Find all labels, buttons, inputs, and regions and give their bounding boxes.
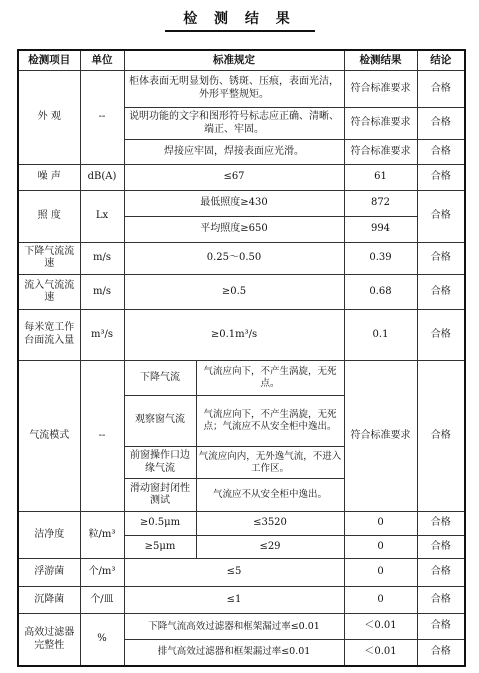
table-row: [18, 242, 465, 275]
appearance-std-3: 焊接应牢固，焊接表面应光滑。: [124, 140, 344, 165]
table-row: [18, 191, 465, 217]
appearance-std-2: 说明功能的文字和图形符号标志应正确、清晰、端正、牢固。: [124, 107, 344, 140]
noise-std: ≤67: [124, 164, 344, 191]
illuminance-result-min: 872: [344, 191, 417, 217]
airflow-result: 符合标准要求: [344, 360, 417, 511]
settling-item: 沉降菌: [18, 586, 80, 614]
airflow-std-2: 气流应向下，不产生涡旋，无死点；气流应不从安全柜中逸出。: [196, 395, 344, 446]
noise-item: 噪 声: [18, 164, 80, 191]
airflow-sub-3: 前窗操作口边缘气流: [124, 446, 196, 479]
inflow-result: 0.68: [344, 275, 417, 310]
illuminance-result-avg: 994: [344, 216, 417, 242]
cleanliness-size-1: ≥0.5μm: [124, 512, 196, 535]
floating-result: 0: [344, 559, 417, 587]
cleanliness-std-2: ≤29: [196, 535, 344, 558]
perwidth-item: 每米宽工作台面流入量: [18, 309, 80, 360]
floating-unit: 个/m³: [80, 559, 124, 587]
page-title: 检 测 结 果: [183, 11, 296, 27]
appearance-result-2: 符合标准要求: [344, 107, 417, 140]
noise-result: 61: [344, 164, 417, 191]
hepa-verdict-1: 合格: [417, 614, 465, 640]
cleanliness-result-1: 0: [344, 512, 417, 535]
airflow-std-1: 气流应向下，不产生涡旋，无死点。: [196, 360, 344, 395]
header-result: 检测结果: [344, 50, 417, 70]
appearance-result-3: 符合标准要求: [344, 140, 417, 165]
appearance-verdict-2: 合格: [417, 107, 465, 140]
perwidth-unit: m³/s: [80, 309, 124, 360]
floating-verdict: 合格: [417, 559, 465, 587]
table-row: [18, 275, 465, 310]
table-row: [18, 360, 465, 395]
floating-item: 浮游菌: [18, 559, 80, 587]
airflow-std-4: 气流应不从安全柜中逸出。: [196, 479, 344, 512]
table-row: [18, 512, 465, 535]
cleanliness-std-1: ≤3520: [196, 512, 344, 535]
downflow-unit: m/s: [80, 242, 124, 275]
airflow-unit: --: [80, 360, 124, 511]
illuminance-unit: Lx: [80, 191, 124, 242]
noise-unit: dB(A): [80, 164, 124, 191]
cleanliness-unit: 粒/m³: [80, 512, 124, 559]
perwidth-verdict: 合格: [417, 309, 465, 360]
cleanliness-size-2: ≥5μm: [124, 535, 196, 558]
settling-verdict: 合格: [417, 586, 465, 614]
perwidth-result: 0.1: [344, 309, 417, 360]
appearance-std-1: 柜体表面无明显划伤、锈斑、压痕，表面光洁，外形平整规矩。: [124, 70, 344, 107]
airflow-sub-4: 滑动窗封闭性测试: [124, 479, 196, 512]
appearance-item: 外 观: [18, 70, 80, 164]
appearance-result-1: 符合标准要求: [344, 70, 417, 107]
hepa-std-2: 排气高效过滤器和框架漏过率≤0.01: [124, 639, 344, 666]
cleanliness-verdict-2: 合格: [417, 535, 465, 558]
airflow-sub-1: 下降气流: [124, 360, 196, 395]
airflow-verdict: 合格: [417, 360, 465, 511]
perwidth-std: ≥0.1m³/s: [124, 309, 344, 360]
illuminance-std-min: 最低照度≥430: [124, 191, 344, 217]
airflow-sub-2: 观察窗气流: [124, 395, 196, 446]
inflow-verdict: 合格: [417, 275, 465, 310]
settling-std: ≤1: [124, 586, 344, 614]
noise-verdict: 合格: [417, 164, 465, 191]
hepa-std-1: 下降气流高效过滤器和框架漏过率≤0.01: [124, 614, 344, 640]
cleanliness-result-2: 0: [344, 535, 417, 558]
table-row: [18, 614, 465, 640]
downflow-item: 下降气流流速: [18, 242, 80, 275]
downflow-std: 0.25～0.50: [124, 242, 344, 275]
hepa-result-2: ＜0.01: [344, 639, 417, 666]
header-standard: 标准规定: [124, 50, 344, 70]
header-item: 检测项目: [18, 50, 80, 70]
hepa-result-1: ＜0.01: [344, 614, 417, 640]
settling-unit: 个/皿: [80, 586, 124, 614]
illuminance-item: 照 度: [18, 191, 80, 242]
inflow-unit: m/s: [80, 275, 124, 310]
hepa-item: 高效过滤器完整性: [18, 614, 80, 666]
table-row: [18, 586, 465, 614]
airflow-std-3: 气流应向内，无外逸气流，不进入工作区。: [196, 446, 344, 479]
settling-result: 0: [344, 586, 417, 614]
downflow-result: 0.39: [344, 242, 417, 275]
table-row: [18, 309, 465, 360]
appearance-verdict-1: 合格: [417, 70, 465, 107]
inflow-item: 流入气流流速: [18, 275, 80, 310]
floating-std: ≤5: [124, 559, 344, 587]
cleanliness-item: 洁净度: [18, 512, 80, 559]
header-verdict: 结论: [417, 50, 465, 70]
illuminance-verdict: 合格: [417, 191, 465, 242]
results-table: [17, 49, 466, 667]
table-row: [18, 559, 465, 587]
hepa-unit: %: [80, 614, 124, 666]
hepa-verdict-2: 合格: [417, 639, 465, 666]
title-underline: [165, 30, 315, 32]
table-row: [18, 164, 465, 191]
cleanliness-verdict-1: 合格: [417, 512, 465, 535]
table-row: [18, 70, 465, 107]
header-row: [18, 50, 465, 70]
illuminance-std-avg: 平均照度≥650: [124, 216, 344, 242]
downflow-verdict: 合格: [417, 242, 465, 275]
airflow-item: 气流模式: [18, 360, 80, 511]
appearance-verdict-3: 合格: [417, 140, 465, 165]
header-unit: 单位: [80, 50, 124, 70]
inflow-std: ≥0.5: [124, 275, 344, 310]
appearance-unit: --: [80, 70, 124, 164]
